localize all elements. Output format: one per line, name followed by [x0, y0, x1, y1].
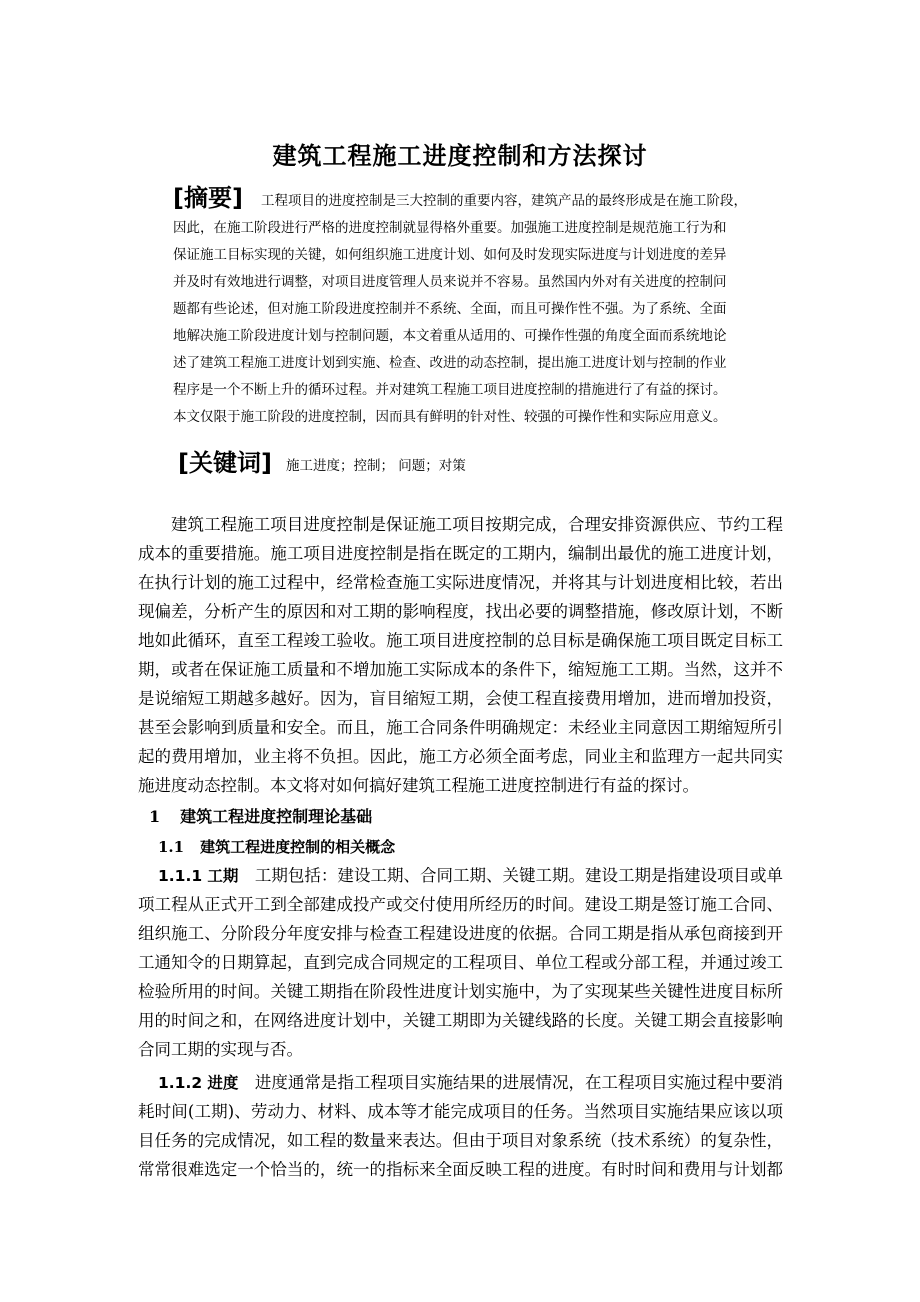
body-line: 工通知令的日期算起，直到完成合同规定的工程项目、单位工程或分部工程，并通过竣工 [138, 953, 783, 972]
subsection-1-1-2-first-line [158, 1071, 783, 1095]
document-title: 建筑工程施工进度控制和方法探讨 [272, 141, 648, 170]
intro-line: 成本的重要措施。施工项目进度控制是指在既定的工期内，编制出最优的施工进度计划， [138, 544, 783, 563]
body-line: 目任务的完成情况，如工程的数量来表达。但由于项目对象系统（技术系统）的复杂性， [138, 1131, 783, 1150]
abstract-line: 因此，在施工阶段进行严格的进度控制就显得格外重要。加强施工进度控制是规范施工行为和 [173, 220, 727, 236]
subsection-title: 进度 [207, 1074, 239, 1092]
abstract-line: 工程项目的进度控制是三大控制的重要内容，建筑产品的最终形成是在施工阶段， [261, 193, 747, 209]
abstract-line: 保证施工目标实现的关键，如何组织施工进度计划、如何及时发现实际进度与计划进度的差异 [173, 247, 727, 263]
section-number: 1.1 [158, 838, 185, 856]
intro-line: 在执行计划的施工过程中，经常检查施工实际进度情况，并将其与计划进度相比较，若出 [138, 573, 783, 592]
body-line: 检验所用的时间。关键工期指在阶段性进度计划实施中，为了实现某些关键性进度目标所 [138, 982, 783, 1001]
body-line: 合同工期的实现与否。 [138, 1040, 303, 1059]
section-title: 建筑工程进度控制理论基础 [180, 807, 373, 826]
subsection-number: 1.1.1 [158, 867, 203, 885]
subsection-number: 1.1.2 [158, 1074, 203, 1092]
section-heading-1-1 [158, 836, 395, 858]
keywords-text: 施工进度；控制； 问题；对策 [286, 458, 466, 474]
body-line: 常常很难选定一个恰当的，统一的指标来全面反映工程的进度。有时时间和费用与计划都 [138, 1160, 783, 1179]
intro-line: 是说缩短工期越多越好。因为，盲目缩短工期，会使工程直接费用增加，进而增加投资， [138, 689, 783, 708]
intro-line: 建筑工程施工项目进度控制是保证施工项目按期完成，合理安排资源供应、节约工程 [171, 515, 783, 534]
abstract-line: 题都有些论述，但对施工阶段进度控制并不系统、全面，而且可操作性不强。为了系统、全面 [173, 301, 727, 317]
body-line: 用的时间之和，在网络进度计划中，关键工期即为关键线路的长度。关键工期会直接影响 [138, 1011, 783, 1030]
keywords-label: [关键词] [178, 449, 272, 477]
subsection-title: 工期 [207, 867, 239, 885]
abstract-line: 述了建筑工程施工进度计划到实施、检查、改进的动态控制，提出施工进度计划与控制的作业 [173, 355, 727, 371]
section-number: 1 [149, 807, 161, 826]
subsection-1-1-1-first-line [158, 864, 783, 888]
abstract-line: 程序是一个不断上升的循环过程。并对建筑工程施工项目进度控制的措施进行了有益的探讨。 [173, 382, 727, 398]
abstract-line: 本文仅限于施工阶段的进度控制，因而具有鲜明的针对性、较强的可操作性和实际应用意义。 [173, 409, 727, 425]
intro-line: 期，或者在保证施工质量和不增加施工实际成本的条件下，缩短施工工期。当然，这并不 [138, 660, 783, 679]
intro-line: 施进度动态控制。本文将对如何搞好建筑工程施工进度控制进行有益的探讨。 [138, 776, 699, 795]
section-title: 建筑工程进度控制的相关概念 [200, 838, 396, 856]
intro-line: 起的费用增加，业主将不负担。因此，施工方必须全面考虑，同业主和监理方一起共同实 [138, 747, 783, 766]
intro-line: 现偏差，分析产生的原因和对工期的影响程度，找出必要的调整措施，修改原计划，不断 [138, 602, 783, 621]
intro-line: 甚至会影响到质量和安全。而且，施工合同条件明确规定：未经业主同意因工期缩短所引 [138, 718, 783, 737]
abstract-line: 并及时有效地进行调整，对项目进度管理人员来说并不容易。虽然国内外对有关进度的控制问 [173, 274, 727, 290]
section-heading-1 [149, 806, 372, 828]
subsection-first-text: 工期包括：建设工期、合同工期、关键工期。建设工期是指建设项目或单 [254, 866, 784, 885]
abstract-label: [摘要] [173, 184, 243, 212]
body-line: 耗时间(工期)、劳动力、材料、成本等才能完成项目的任务。当然项目实施结果应该以项 [138, 1102, 783, 1121]
body-line: 项工程从正式开工到全部建成投产或交付使用所经历的时间。建设工期是签订施工合同、 [138, 895, 783, 914]
subsection-first-text: 进度通常是指工程项目实施结果的进展情况，在工程项目实施过程中要消 [254, 1073, 784, 1092]
abstract-line: 地解决施工阶段进度计划与控制问题，本文着重从适用的、可操作性强的角度全面而系统地论 [173, 328, 727, 344]
intro-line: 地如此循环，直至工程竣工验收。施工项目进度控制的总目标是确保施工项目既定目标工 [138, 631, 783, 650]
body-line: 组织施工、分阶段分年度安排与检查工程建设进度的依据。合同工期是指从承包商接到开 [138, 924, 783, 943]
